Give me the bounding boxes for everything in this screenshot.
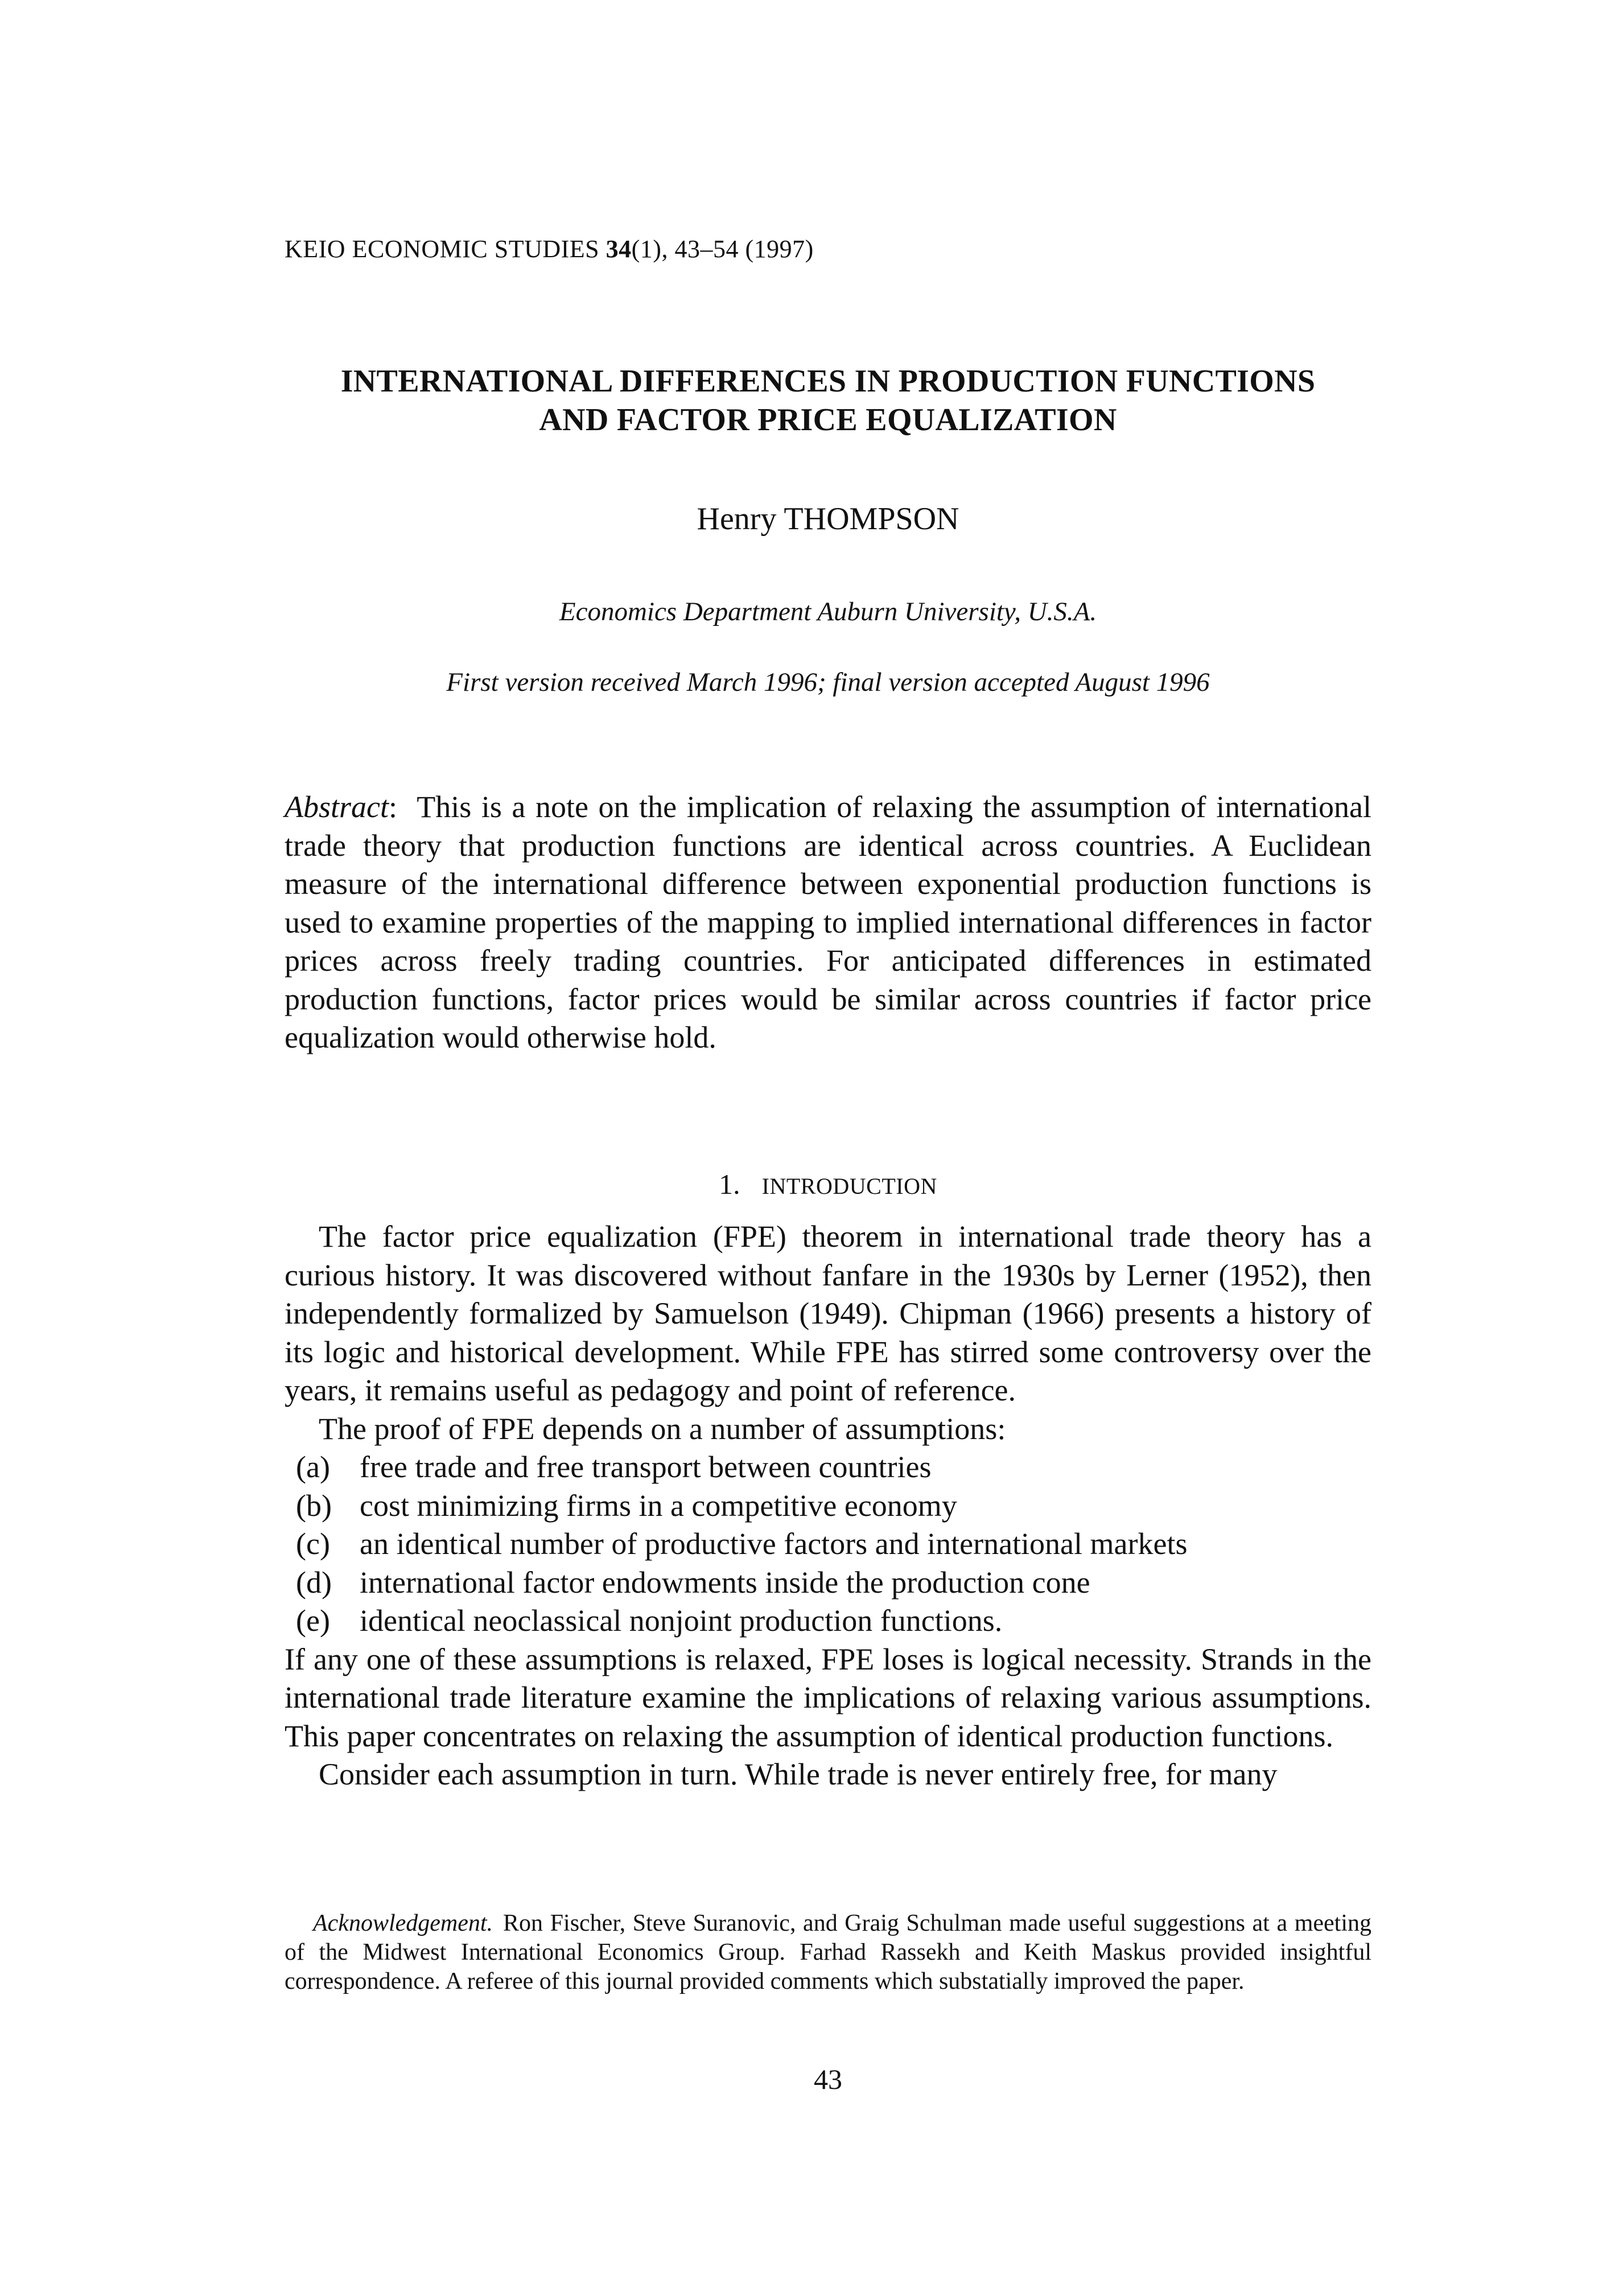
list-marker: (a) — [296, 1450, 330, 1484]
list-marker: (e) — [296, 1604, 330, 1638]
list-item-text: an identical number of productive factors and international markets — [360, 1527, 1188, 1561]
page-number: 43 — [814, 2063, 842, 2095]
paper-title-line-1: INTERNATIONAL DIFFERENCES IN PRODUCTION FUNCTIONS — [340, 364, 1316, 399]
journal-name: KEIO ECONOMIC STUDIES — [285, 235, 600, 263]
list-item — [285, 1487, 1371, 1526]
section-number: 1. — [719, 1168, 740, 1200]
received-dates: First version received March 1996; final version accepted August 1996 — [446, 667, 1210, 697]
author-name: Henry THOMPSON — [697, 501, 959, 537]
list-item-text: cost minimizing firms in a competitive economy — [360, 1488, 957, 1523]
footnote-label: Acknowledgement. — [313, 1910, 493, 1936]
abstract-label: Abstract — [285, 790, 389, 824]
author-affiliation: Economics Department Auburn University, U.S.A. — [559, 597, 1097, 626]
list-marker: (d) — [296, 1565, 332, 1600]
list-item-text: international factor endowments inside the production cone — [360, 1565, 1090, 1600]
paragraph-3: If any one of these assumptions is relaxed, FPE loses is logical necessity. Strands in the international trade literature examine the implications of relaxing various assumptions. This paper concentrates on relaxing the assumption of identical production functions. — [285, 1642, 1371, 1753]
list-item — [285, 1525, 1371, 1564]
list-item — [285, 1448, 1371, 1487]
paragraph-4: Consider each assumption in turn. While trade is never entirely free, for many — [319, 1757, 1278, 1791]
paper-title-line-2: AND FACTOR PRICE EQUALIZATION — [539, 402, 1117, 438]
journal-header — [285, 234, 814, 263]
paragraph-2: The proof of FPE depends on a number of assumptions: — [319, 1411, 1006, 1446]
body-text — [285, 1218, 1371, 1794]
list-item-text: identical neoclassical nonjoint production functions. — [360, 1604, 1003, 1638]
list-marker: (c) — [296, 1527, 330, 1561]
list-marker: (b) — [296, 1488, 332, 1523]
paper-title — [285, 362, 1371, 439]
list-item — [285, 1602, 1371, 1640]
section-heading — [285, 1168, 1371, 1201]
abstract — [285, 788, 1371, 1057]
journal-volume: 34 — [605, 235, 632, 263]
acknowledgement-footnote — [285, 1909, 1371, 1996]
footnote-text: Ron Fischer, Steve Suranovic, and Graig Schulman made useful suggestions at a meeting of the Midwest International Economics Group. Farhad Rassekh and Keith Maskus provided insightful correspondence. A referee of this journal provided comments which substatially improved the paper. — [285, 1910, 1371, 1994]
section-title: INTRODUCTION — [761, 1173, 937, 1199]
paragraph-1: The factor price equalization (FPE) theorem in international trade theory has a curious history. It was discovered without fanfare in the 1930s by Lerner (1952), then independently formalized by Samuelson (1949). Chipman (1966) presents a history of its logic and historical development. While FPE has stirred some controversy over the years, it remains useful as pedagogy and point of reference. — [285, 1219, 1371, 1407]
abstract-text: This is a note on the implication of relaxing the assumption of international trade theory that production functions are identical across countries. A Euclidean measure of the international difference between exponential production functions is used to examine properties of the mapping to implied international differences in factor prices across freely trading countries. For anticipated differences in estimated production functions, factor prices would be similar across countries if factor price equalization would otherwise hold. — [285, 790, 1371, 1054]
list-item — [285, 1564, 1371, 1602]
list-item-text: free trade and free transport between countries — [360, 1450, 932, 1484]
abstract-colon: : — [389, 790, 417, 824]
assumptions-list — [285, 1448, 1371, 1640]
journal-issue-pages-year: (1), 43–54 (1997) — [631, 235, 814, 263]
